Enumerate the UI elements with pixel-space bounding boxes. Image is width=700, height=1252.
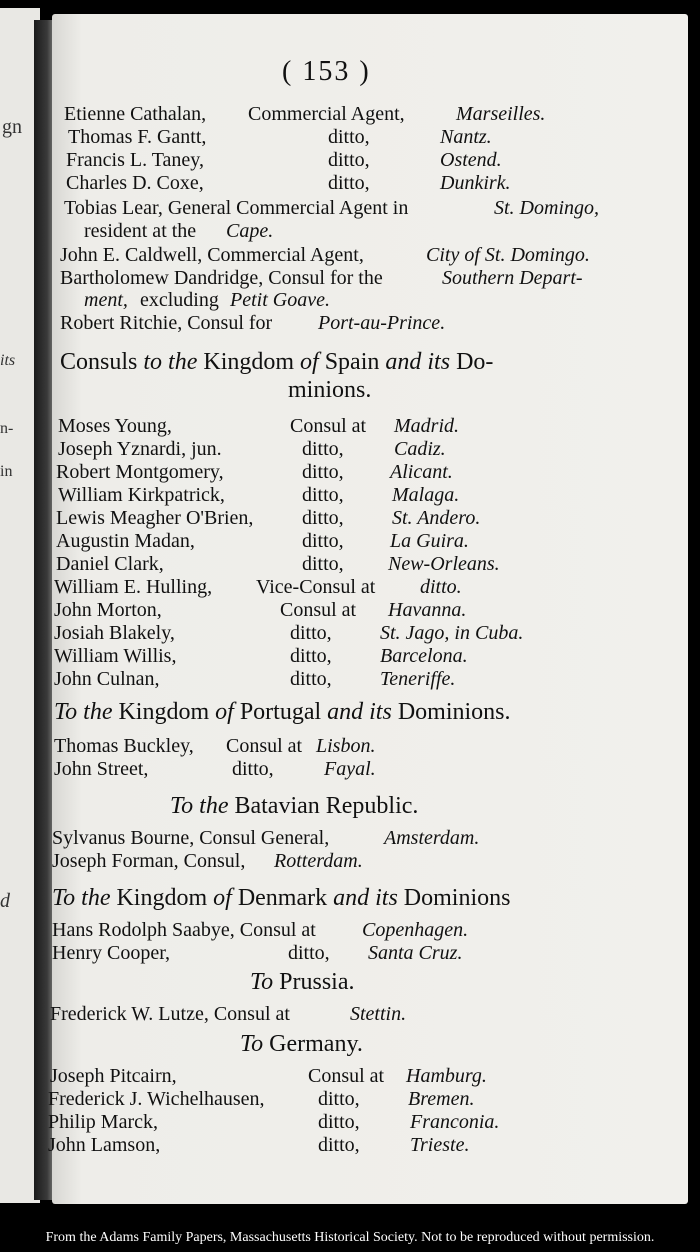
section-heading-spain-cont: minions. [288,377,372,403]
copyright-footer: From the Adams Family Papers, Massachusetts Historical Society. Not to be reproduced without permission. [45,1230,655,1245]
entry-place: Ostend. [440,149,502,171]
section-heading-portugal: To the Kingdom of Portugal and its Dominions. [54,699,511,725]
entry-place: Marseilles. [456,103,546,125]
entry-name: Charles D. Coxe, [66,172,204,194]
entry-name: Etienne Cathalan, [64,103,207,125]
left-fragment: its [0,352,16,369]
entry-name: Francis L. Taney, [66,149,205,171]
entry-title: ditto, [328,172,370,194]
entry-place: Nantz. [440,126,492,148]
entry-name: Thomas F. Gantt, [68,126,207,148]
left-fragment: n- [0,420,14,437]
section-heading-prussia: To Prussia. [250,969,355,995]
entry-title: ditto, [328,149,370,171]
section-heading-denmark: To the Kingdom of Denmark and its Dominions [52,885,511,911]
entry-title: Commercial Agent, [248,103,405,125]
page: ( 153 ) Etienne Cathalan, Commercial Agent, Marseilles. Thomas F. Gantt, ditto, Nantz. Francis L. Taney, ditto, Ostend. Charles D. Coxe, ditto, Dunkirk. Tobias Lear, General Commercial Agent in St. Domingo, resident at the Cape. John E. Caldwell, Commercial Agent, City of St. Domingo. Bartholomew Dandridge, Consul for the Southern Depart- ment, excluding Petit Goave. Robert Ritchie, Consul for Port-au-Prince. Consuls to the Kingdom of Spain and its Do- minions. Moses Young, Consul at Madrid. Joseph Yznardi, jun. ditto, Cadiz. Robert Montgomery, ditto, Alicant. William Kirkpatrick, ditto, Malaga. Lewis Meagher O'Brien, ditto, St. Andero. Augustin Madan, ditto, La Guira. Daniel Clark, ditto, New-Orleans. William E. Hulling, Vice-Consul at ditto. John Morton, Consul at Havanna. Josiah Blakely, ditto, St. Jago, in Cuba. William Willis, ditto, Barcelona. John Culnan, ditto, Teneriffe. To the Kingdom of Portugal and its Dominions. Thomas Buckley, Consul at Lisbon. John Street, ditto, Fayal. To the Batavian Republic. Sylvanus Bourne, Consul General, Amsterdam. Joseph Forman, Consul, Rotterdam. To the Kingdom of Denmark and its Dominions Hans Rodolph Saabye, Consul at Copenhagen. Henry Cooper, ditto, Santa Cruz. To Prussia. Frederick W. Lutze, Consul at Stettin. To Germany. Joseph Pitcairn, Consul at Hamburg. Frederick J. Wichelhausen, ditto, Bremen. Philip Marck, ditto, Franconia. John Lamson, ditto, Trieste. [52,14,688,1204]
entry-place: Dunkirk. [440,172,511,194]
entry-title: ditto, [328,126,370,148]
section-heading-germany: To Germany. [240,1031,363,1057]
left-fragment: d [0,890,10,912]
section-heading-spain: Consuls to the Kingdom of Spain and its Do- [60,349,494,375]
left-fragment: in [0,463,13,480]
page-number: ( 153 ) [282,56,371,87]
section-heading-batavia: To the Batavian Republic. [170,793,419,819]
left-fragment: gn [2,116,22,138]
